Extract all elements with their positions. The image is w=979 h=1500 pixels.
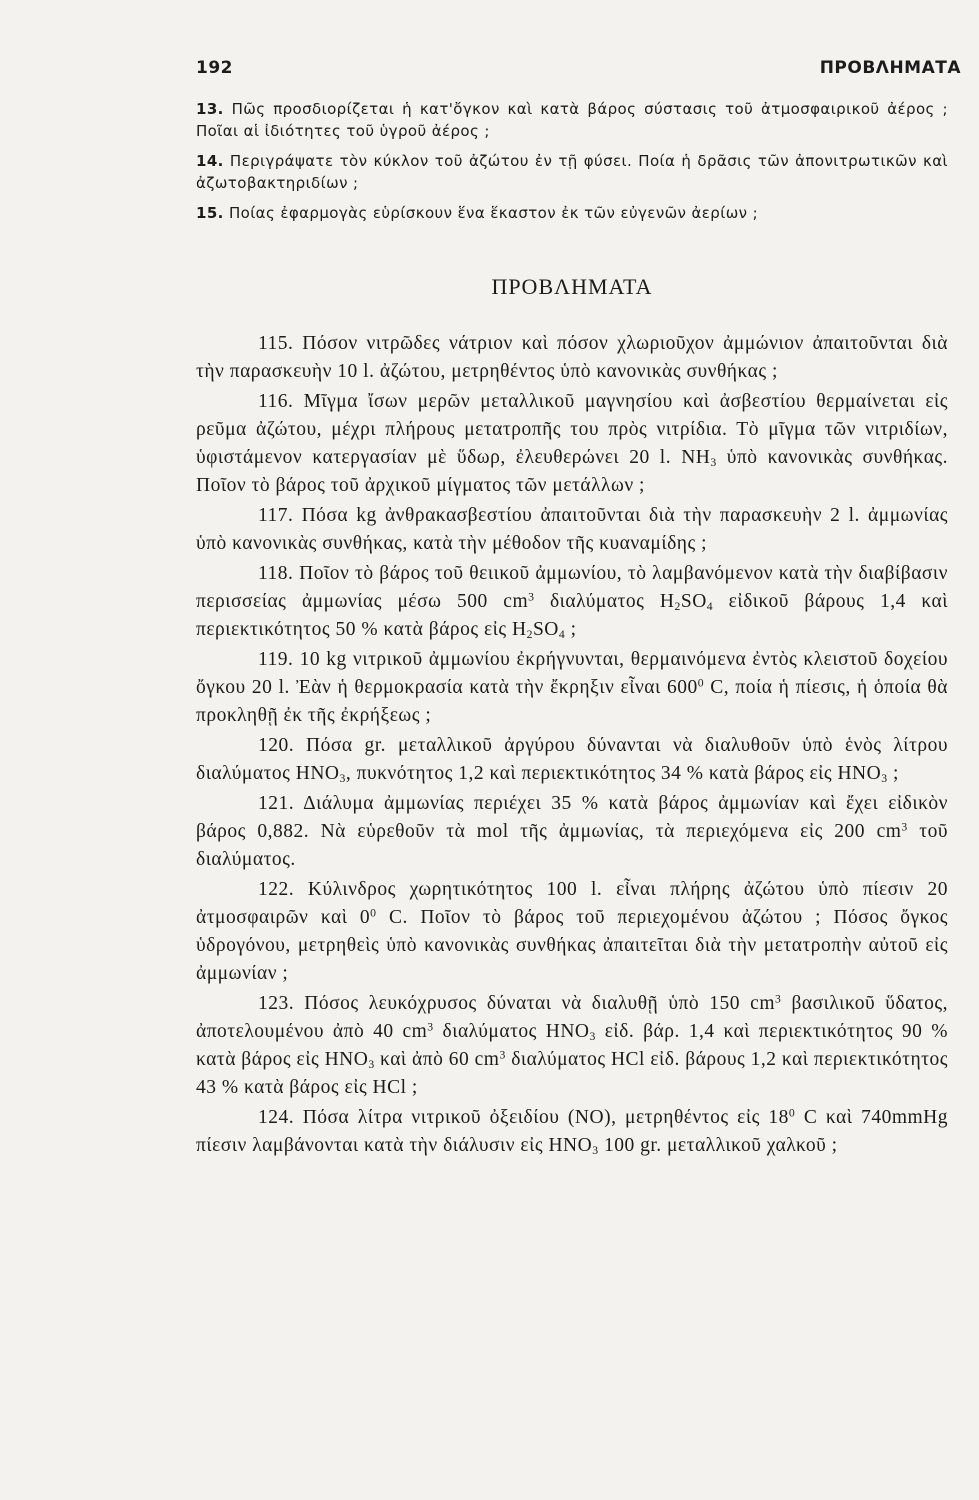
question-number: 15.	[196, 204, 224, 222]
problem-117: 117. Πόσα kg ἀνθρακασβεστίου ἀπαιτοῦνται διὰ τὴν παρασκευὴν 2 l. ἀμμωνίας ὑπὸ κανονικὰς συνθήκας, κατὰ τὴν μέθοδον τῆς κυαναμίδης ;	[196, 505, 949, 554]
question-number: 14.	[196, 152, 224, 170]
question-item	[196, 150, 948, 194]
page-header	[196, 58, 961, 78]
problem-122: 122. Κύλινδρος χωρητικότητος 100 l. εἶναι πλήρης ἀζώτου ὑπὸ πίεσιν 20 ἀτμοσφαιρῶν καὶ $0^0$ C. Ποῖον τὸ βάρος τοῦ περιεχομένου ἀζώτου ; Πόσος ὄγκος ὑδρογόνου, μετρηθεὶς ὑπὸ κανονικὰς συνθήκας ἀπαιτεῖται διὰ τὴν μετατροπὴν αὐτοῦ εἰς ἀμμωνίαν ;	[196, 879, 948, 984]
question-number: 13.	[196, 100, 224, 118]
problems-list	[196, 330, 948, 1162]
problem-119: 119. 10 kg νιτρικοῦ ἀμμωνίου ἐκρήγνυνται, θερμαινόμενα ἐντὸς κλειστοῦ δοχείου ὄγκου 20 l. Ἐὰν ἡ θερμοκρασία κατὰ τὴν ἔκρηξιν εἶναι $600^0$ C, ποία ἡ πίεσις, ἡ ὁποία θὰ προκληθῇ ἐκ τῆς ἐκρήξεως ;	[196, 649, 948, 726]
problem-123: 123. Πόσος λευκόχρυσος δύναται νὰ διαλυθῇ ὑπὸ 150 $cm^3$ βασιλικοῦ ὕδατος, ἀποτελουμένου ἀπὸ 40 $cm^3$ διαλύματος $HNO_3$ εἰδ. βάρ. 1,4 καὶ περιεκτικότητος 90 % κατὰ βάρος εἰς $HNO_3$ καὶ ἀπὸ 60 $cm^3$ διαλύματος HCl εἰδ. βάρους 1,2 καὶ περιεκτικότητος 43 % κατὰ βάρος εἰς HCl ;	[196, 992, 949, 1098]
question-text: Ποίας ἐφαρμογὰς εὑρίσκουν ἕνα ἕκαστον ἐκ τῶν εὐγενῶν ἀερίων ;	[228, 204, 759, 222]
problem-115: 115. Πόσον νιτρῶδες νάτριον καὶ πόσον χλωριοῦχον ἀμμώνιον ἀπαιτοῦνται διὰ τὴν παρασκευὴν 10 l. ἀζώτου, μετρηθέντος ὑπὸ κανονικὰς συνθήκας ;	[196, 333, 948, 382]
question-item	[196, 202, 948, 224]
problem-120: 120. Πόσα gr. μεταλλικοῦ ἀργύρου δύνανται νὰ διαλυθοῦν ὑπὸ ἑνὸς λίτρου διαλύματος $HNO_3$, πυκνότητος 1,2 καὶ περιεκτικότητος 34 % κατὰ βάρος εἰς $HNO_3$ ;	[196, 735, 949, 785]
problem-118: 118. Ποῖον τὸ βάρος τοῦ θειικοῦ ἀμμωνίου, τὸ λαμβανόμενον κατὰ τὴν διαβίβασιν περισσείας ἀμμωνίας μέσω 500 $cm^3$ διαλύματος $H_2SO_4$ εἰδικοῦ βάρους 1,4 καὶ περιεκτικότητος 50 % κατὰ βάρος εἰς $H_2SO_4$ ;	[196, 563, 948, 641]
review-questions	[196, 98, 948, 232]
running-title: ΠΡΟΒΛΗΜΑΤΑ	[819, 58, 961, 78]
question-item	[196, 98, 948, 142]
problem-124: 124. Πόσα λίτρα νιτρικοῦ ὀξειδίου (NO), μετρηθέντος εἰς $18^0$ C καὶ 740mmHg πίεσιν λαμβάνονται κατὰ τὴν διάλυσιν εἰς $HNO_3$ 100 gr. μεταλλικοῦ χαλκοῦ ;	[196, 1106, 949, 1157]
question-text: Περιγράψατε τὸν κύκλον τοῦ ἀζώτου ἐν τῇ φύσει. Ποία ἡ δρᾶσις τῶν ἀπονιτρωτικῶν καὶ ἀζωτοβακτηριδίων ;	[196, 152, 948, 192]
problem-116: 116. Μῖγμα ἴσων μερῶν μεταλλικοῦ μαγνησίου καὶ ἀσβεστίου θερμαίνεται εἰς ρεῦμα ἀζώτου, μέχρι πλήρους μετατροπῆς του πρὸς νιτρίδια. Τὸ μῖγμα τῶν νιτριδίων, ὑφιστάμενον κατεργασίαν μὲ ὕδωρ, ἐλευθερώνει 20 l. $NH_3$ ὑπὸ κανονικὰς συνθήκας. Ποῖον τὸ βάρος τοῦ ἀρχικοῦ μίγματος τῶν μετάλλων ;	[196, 391, 949, 496]
section-title: ΠΡΟΒΛΗΜΑΤΑ	[491, 274, 653, 299]
question-text: Πῶς προσδιορίζεται ἡ κατ'ὄγκον καὶ κατὰ βάρος σύστασις τοῦ ἀτμοσφαιρικοῦ ἀέρος ; Ποῖαι αἱ ἰδιότητες τοῦ ὑγροῦ ἀέρος ;	[196, 100, 949, 140]
page-number: 192	[196, 58, 233, 78]
problem-121: 121. Διάλυμα ἀμμωνίας περιέχει 35 % κατὰ βάρος ἀμμωνίαν καὶ ἔχει εἰδικὸν βάρος 0,882. Νὰ εὑρεθοῦν τὰ mol τῆς ἀμμωνίας, τὰ περιεχόμενα εἰς 200 $cm^3$ τοῦ διαλύματος.	[196, 793, 948, 870]
